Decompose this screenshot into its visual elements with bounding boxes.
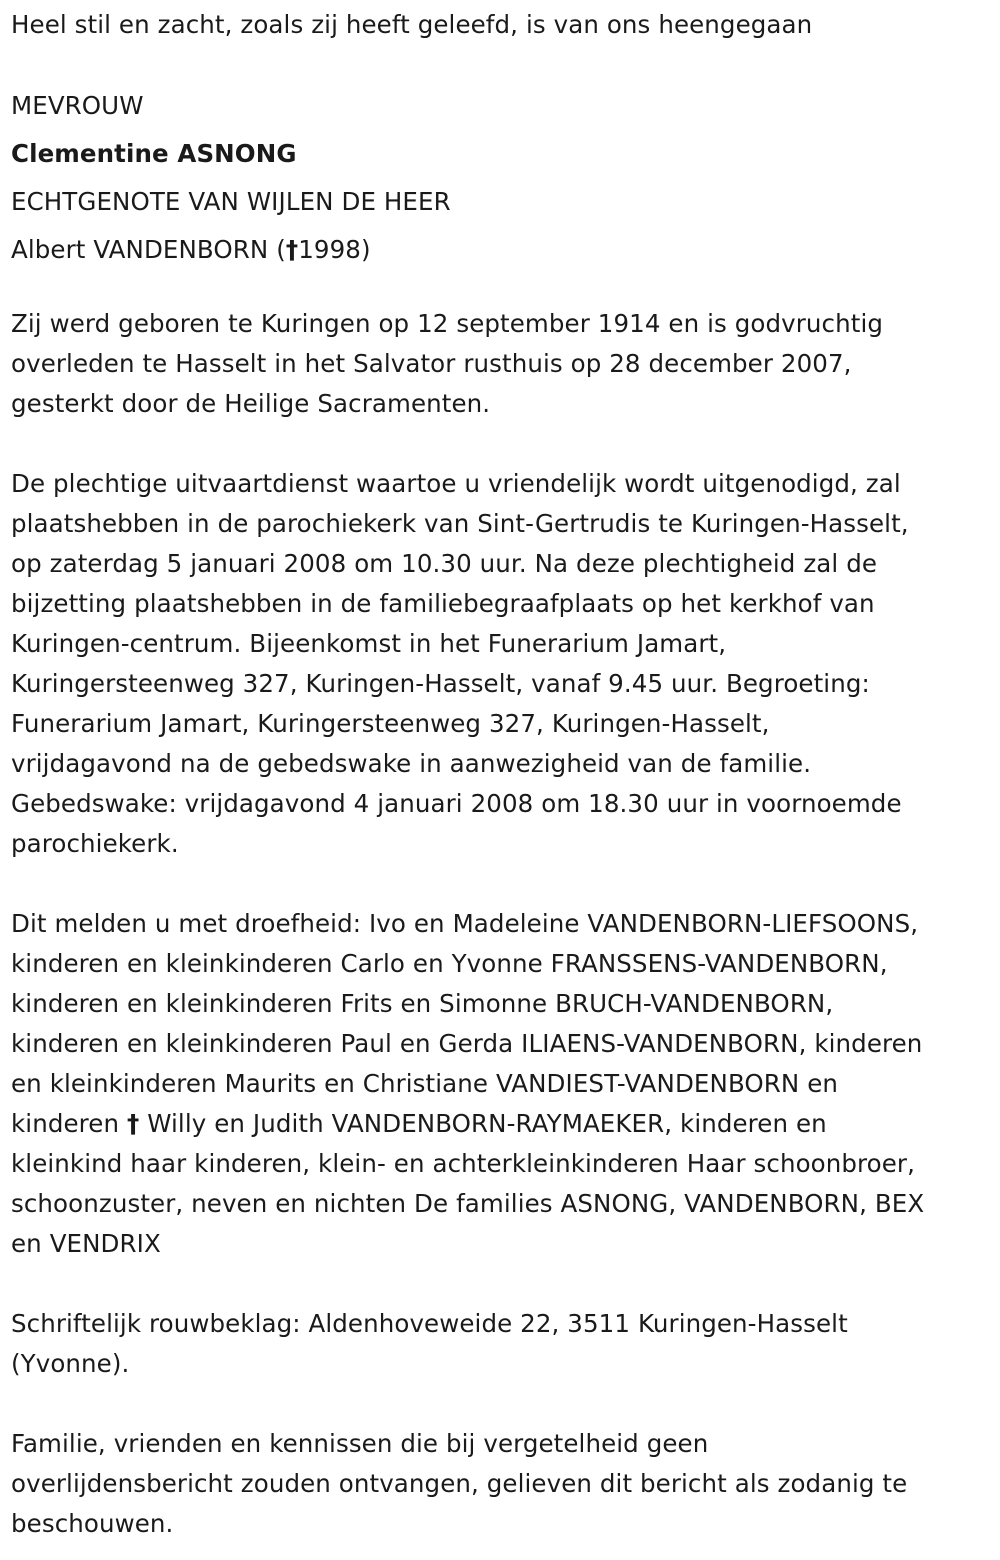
paragraph-line: op zaterdag 5 januari 2008 om 10.30 uur. Na deze plechtigheid zal de: [11, 549, 878, 578]
paragraph-line: kinderen en kleinkinderen Paul en Gerda ILIAENS-VANDENBORN, kinderen: [11, 1029, 923, 1058]
paragraph-line: Dit melden u met droefheid: Ivo en Madeleine VANDENBORN-LIEFSOONS,: [11, 909, 919, 938]
spacer: [11, 1264, 1000, 1304]
closing-paragraph: [11, 1424, 1000, 1544]
paragraph-line: en kleinkinderen Maurits en Christiane VANDIEST-VANDENBORN en: [11, 1069, 839, 1098]
paragraph-line: Gebedswake: vrijdagavond 4 januari 2008 om 18.30 uur in voornoemde: [11, 789, 902, 818]
spacer: [11, 864, 1000, 904]
intro-text: Heel stil en zacht, zoals zij heeft geleefd, is van ons heengegaan: [11, 10, 813, 39]
cross-icon: †: [126, 1109, 140, 1138]
paragraph-line: Kuringen-centrum. Bijeenkomst in het Funerarium Jamart,: [11, 629, 727, 658]
spacer: [11, 424, 1000, 464]
paragraph-line: bijzetting plaatshebben in de familiebegraafplaats op het kerkhof van: [11, 589, 875, 618]
paragraph-line: Kuringersteenweg 327, Kuringen-Hasselt, vanaf 9.45 uur. Begroeting:: [11, 669, 870, 698]
spouse-name: Albert VANDENBORN (: [11, 235, 286, 264]
paragraph-line: beschouwen.: [11, 1509, 174, 1538]
paragraph-line: parochiekerk.: [11, 829, 179, 858]
paragraph-line: kinderen en kleinkinderen Frits en Simonne BRUCH-VANDENBORN,: [11, 989, 834, 1018]
paragraph-line: overlijdensbericht zouden ontvangen, gelieven dit bericht als zodanig te: [11, 1469, 908, 1498]
paragraph-line: De plechtige uitvaartdienst waartoe u vriendelijk wordt uitgenodigd, zal: [11, 469, 901, 498]
paragraph-line: (Yvonne).: [11, 1349, 130, 1378]
paragraph-line: kleinkind haar kinderen, klein- en achterkleinkinderen Haar schoonbroer,: [11, 1149, 915, 1178]
paragraph-line: Funerarium Jamart, Kuringersteenweg 327, Kuringen-Hasselt,: [11, 709, 770, 738]
spacer: [11, 1384, 1000, 1424]
paragraph-line: vrijdagavond na de gebedswake in aanwezigheid van de familie.: [11, 749, 812, 778]
paragraph-line: schoonzuster, neven en nichten De families ASNONG, VANDENBORN, BEX: [11, 1189, 925, 1218]
spouse-line: [11, 226, 1000, 274]
paragraph-line: Schriftelijk rouwbeklag: Aldenhoveweide 22, 3511 Kuringen-Hasselt: [11, 1309, 848, 1338]
paragraph-line: overleden te Hasselt in het Salvator rusthuis op 28 december 2007,: [11, 349, 852, 378]
line-text: Willy en Judith VANDENBORN-RAYMAEKER, kinderen en: [139, 1109, 827, 1138]
cross-icon: †: [285, 235, 299, 264]
relation-text: ECHTGENOTE VAN WIJLEN DE HEER: [11, 187, 451, 216]
paragraph-line: plaatshebben in de parochiekerk van Sint-Gertrudis te Kuringen-Hasselt,: [11, 509, 909, 538]
paragraph-line: Familie, vrienden en kennissen die bij vergetelheid geen: [11, 1429, 709, 1458]
paragraph-line: gesterkt door de Heilige Sacramenten.: [11, 389, 491, 418]
funeral-paragraph: [11, 464, 1000, 864]
paragraph-line: en VENDRIX: [11, 1229, 161, 1258]
paragraph-line: Zij werd geboren te Kuringen op 12 september 1914 en is godvruchtig: [11, 309, 884, 338]
spouse-death-year: 1998): [298, 235, 371, 264]
family-paragraph: [11, 904, 1000, 1264]
spacer: [11, 274, 1000, 304]
spacer: [11, 45, 1000, 82]
condolence-paragraph: [11, 1304, 1000, 1384]
paragraph-line: kinderen en kleinkinderen Carlo en Yvonne FRANSSENS-VANDENBORN,: [11, 949, 888, 978]
title-text: MEVROUW: [11, 91, 144, 120]
birth-paragraph: [11, 304, 1000, 424]
line-text: kinderen: [11, 1109, 127, 1138]
header-block: [11, 82, 1000, 274]
paragraph-line: [11, 1104, 1000, 1144]
deceased-name: Clementine ASNONG: [11, 139, 297, 168]
